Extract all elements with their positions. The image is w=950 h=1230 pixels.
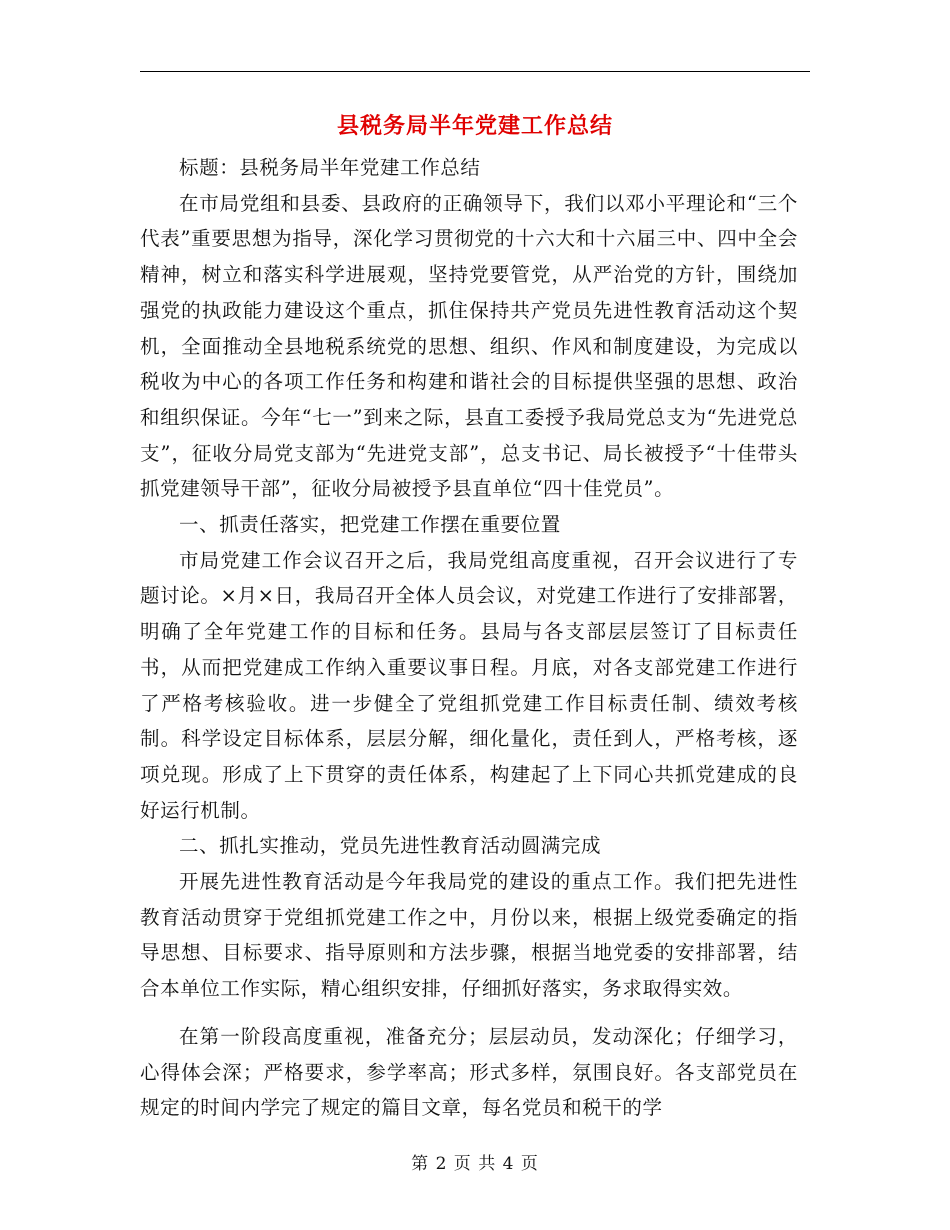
section-heading-1: 一、抓责任落实，把党建工作摆在重要位置 <box>179 513 561 537</box>
header-rule <box>140 71 810 72</box>
paragraph-section-1: 市局党建工作会议召开之后，我局党组高度重视，召开会议进行了专题讨论。×月×日，我局召开全体人员会议，对党建工作进行了安排部署，明确了全年党建工作的目标和任务。县局与各支部层层签订了目标责任书，从而把党建成工作纳入重要议事日程。月底，对各支部党建工作进行了严格考核验收。进一步健全了党组抓党建工作目标责任制、绩效考核制。科学设定目标体系，层层分解，细化量化，责任到人，严格考核，逐项兑现。形成了上下贯穿的责任体系，构建起了上下同心共抓党建成的良好运行机制。 <box>140 548 798 822</box>
paragraph-heading-label: 标题：县税务局半年党建工作总结 <box>179 156 481 179</box>
paragraph-intro: 在市局党组和县委、县政府的正确领导下，我们以邓小平理论和“三个代表”重要思想为指导，深化学习贯彻党的十六大和十六届三中、四中全会精神，树立和落实科学进展观，坚持党要管党，从严治党的方针，围绕加强党的执政能力建设这个重点，抓住保持共产党员先进性教育活动这个契机，全面推动全县地税系统党的思想、组织、作风和制度建设，为完成以税收为中心的各项工作任务和构建和谐社会的目标提供坚强的思想、政治和组织保证。今年“七一”到来之际，县直工委授予我局党总支为“先进党总支”，征收分局党支部为“先进党支部”，总支书记、局长被授予“十佳带头抓党建领导干部”，征收分局被授予县直单位“四十佳党员”。 <box>140 191 798 501</box>
document-title: 县税务局半年党建工作总结 <box>336 113 613 139</box>
paragraph-stage-one: 在第一阶段高度重视，准备充分；层层动员，发动深化；仔细学习，心得体会深；严格要求，参学率高；形式多样，氛围良好。各支部党员在规定的时间内学完了规定的篇目文章，每名党员和税干的学 <box>140 1024 798 1120</box>
section-heading-2: 二、抓扎实推动，党员先进性教育活动圆满完成 <box>179 834 602 858</box>
document-body <box>140 150 798 1126</box>
page-number: 第 2 页 共 4 页 <box>411 1154 539 1174</box>
paragraph-section-2: 开展先进性教育活动是今年我局党的建设的重点工作。我们把先进性教育活动贯穿于党组抓党建工作之中，月份以来，根据上级党委确定的指导思想、目标要求、指导原则和方法步骤，根据当地党委的安排部署，结合本单位工作实际，精心组织安排，仔细抓好落实，务求取得实效。 <box>140 870 798 1001</box>
